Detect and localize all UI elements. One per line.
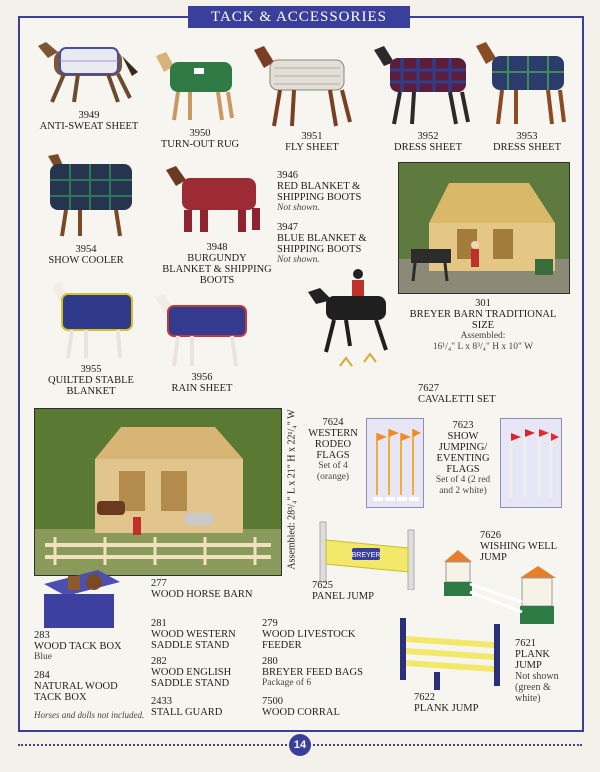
panel-jump-image [312, 514, 422, 590]
show-jumping-flags-image [500, 418, 562, 508]
item-label: 7624 WESTERN RODEO FLAGS Set of 4 (orange) [308, 417, 358, 482]
item-label: 2433 STALL GUARD [151, 696, 223, 718]
page-title: TACK & ACCESSORIES [188, 6, 410, 28]
horse-dress-sheet-plaid-image [372, 36, 472, 128]
item-label: 281 WOOD WESTERN SADDLE STAND [151, 618, 236, 651]
item-label: 3955 QUILTED STABLE BLANKET [48, 364, 134, 397]
item-label: 3953 DRESS SHEET [493, 131, 561, 153]
item-label: 3954 SHOW COOLER [48, 244, 124, 266]
item-label: 3949 ANTI-SWEAT SHEET [39, 110, 139, 132]
breyer-barn-photo [398, 162, 570, 294]
horse-fly-sheet-image [250, 38, 360, 130]
panel-jump-brand-plate: BREYER [351, 552, 381, 559]
item-label: 284 NATURAL WOOD TACK BOX [34, 670, 118, 703]
horse-turn-out-rug-image [152, 36, 242, 126]
item-label: 3950 TURN-OUT RUG [160, 128, 240, 150]
item-label: 7500 WOOD CORRAL [262, 696, 340, 718]
horse-rain-sheet-image [152, 290, 254, 370]
plank-jump-image [394, 612, 506, 700]
item-label: 301 BREYER BARN TRADITIONAL SIZE Assembled: 16¹/₄" L x 8³/₄" H x 10" W [409, 298, 557, 352]
page-number: 14 [289, 734, 311, 756]
item-label: 3951 FLY SHEET [285, 131, 339, 153]
disclaimer-text: Horses and dolls not included. [34, 710, 145, 720]
item-label: 7626 WISHING WELL JUMP [480, 530, 557, 563]
horse-quilted-blanket-image [48, 278, 138, 362]
item-label: 3948 BURGUNDY BLANKET & SHIPPING BOOTS [162, 242, 272, 286]
item-label: 277 WOOD HORSE BARN [151, 578, 253, 600]
item-label: 7625 PANEL JUMP [312, 580, 374, 602]
item-label: 3952 DRESS SHEET [394, 131, 462, 153]
horse-anti-sweat-sheet-image [34, 16, 142, 106]
item-label: 3946 RED BLANKET & SHIPPING BOOTS Not shown. [277, 170, 362, 213]
item-label: 7622 PLANK JUMP [414, 692, 479, 714]
item-label: 3947 BLUE BLANKET & SHIPPING BOOTS Not shown. [277, 222, 367, 265]
horse-burgundy-blanket-image [162, 160, 272, 238]
wood-tack-box-image [38, 566, 124, 632]
western-rodeo-flags-image [366, 418, 424, 508]
item-label: 279 WOOD LIVESTOCK FEEDER [262, 618, 356, 651]
item-label: 280 BREYER FEED BAGS Package of 6 [262, 656, 363, 688]
item-label: 3956 RAIN SHEET [171, 372, 233, 394]
horse-and-rider-cavaletti-image [306, 266, 402, 376]
item-label: 7621 PLANK JUMP Not shown (green & white) [515, 638, 559, 704]
item-label: 283 WOOD TACK BOX Blue [34, 630, 122, 662]
item-label: 282 WOOD ENGLISH SADDLE STAND [151, 656, 232, 689]
item-label: 7623 SHOW JUMPING/ EVENTING FLAGS Set of 4 (2 red and 2 white) [435, 420, 491, 496]
horse-show-cooler-image [40, 150, 140, 240]
item-label: 7627 CAVALETTI SET [418, 383, 496, 405]
wood-horse-barn-photo [34, 408, 282, 576]
horse-dress-sheet-navy-image [472, 30, 572, 130]
barn-dimensions: Assembled: 28³/₄" L x 21" H x 22¹/₄" W [286, 409, 298, 570]
